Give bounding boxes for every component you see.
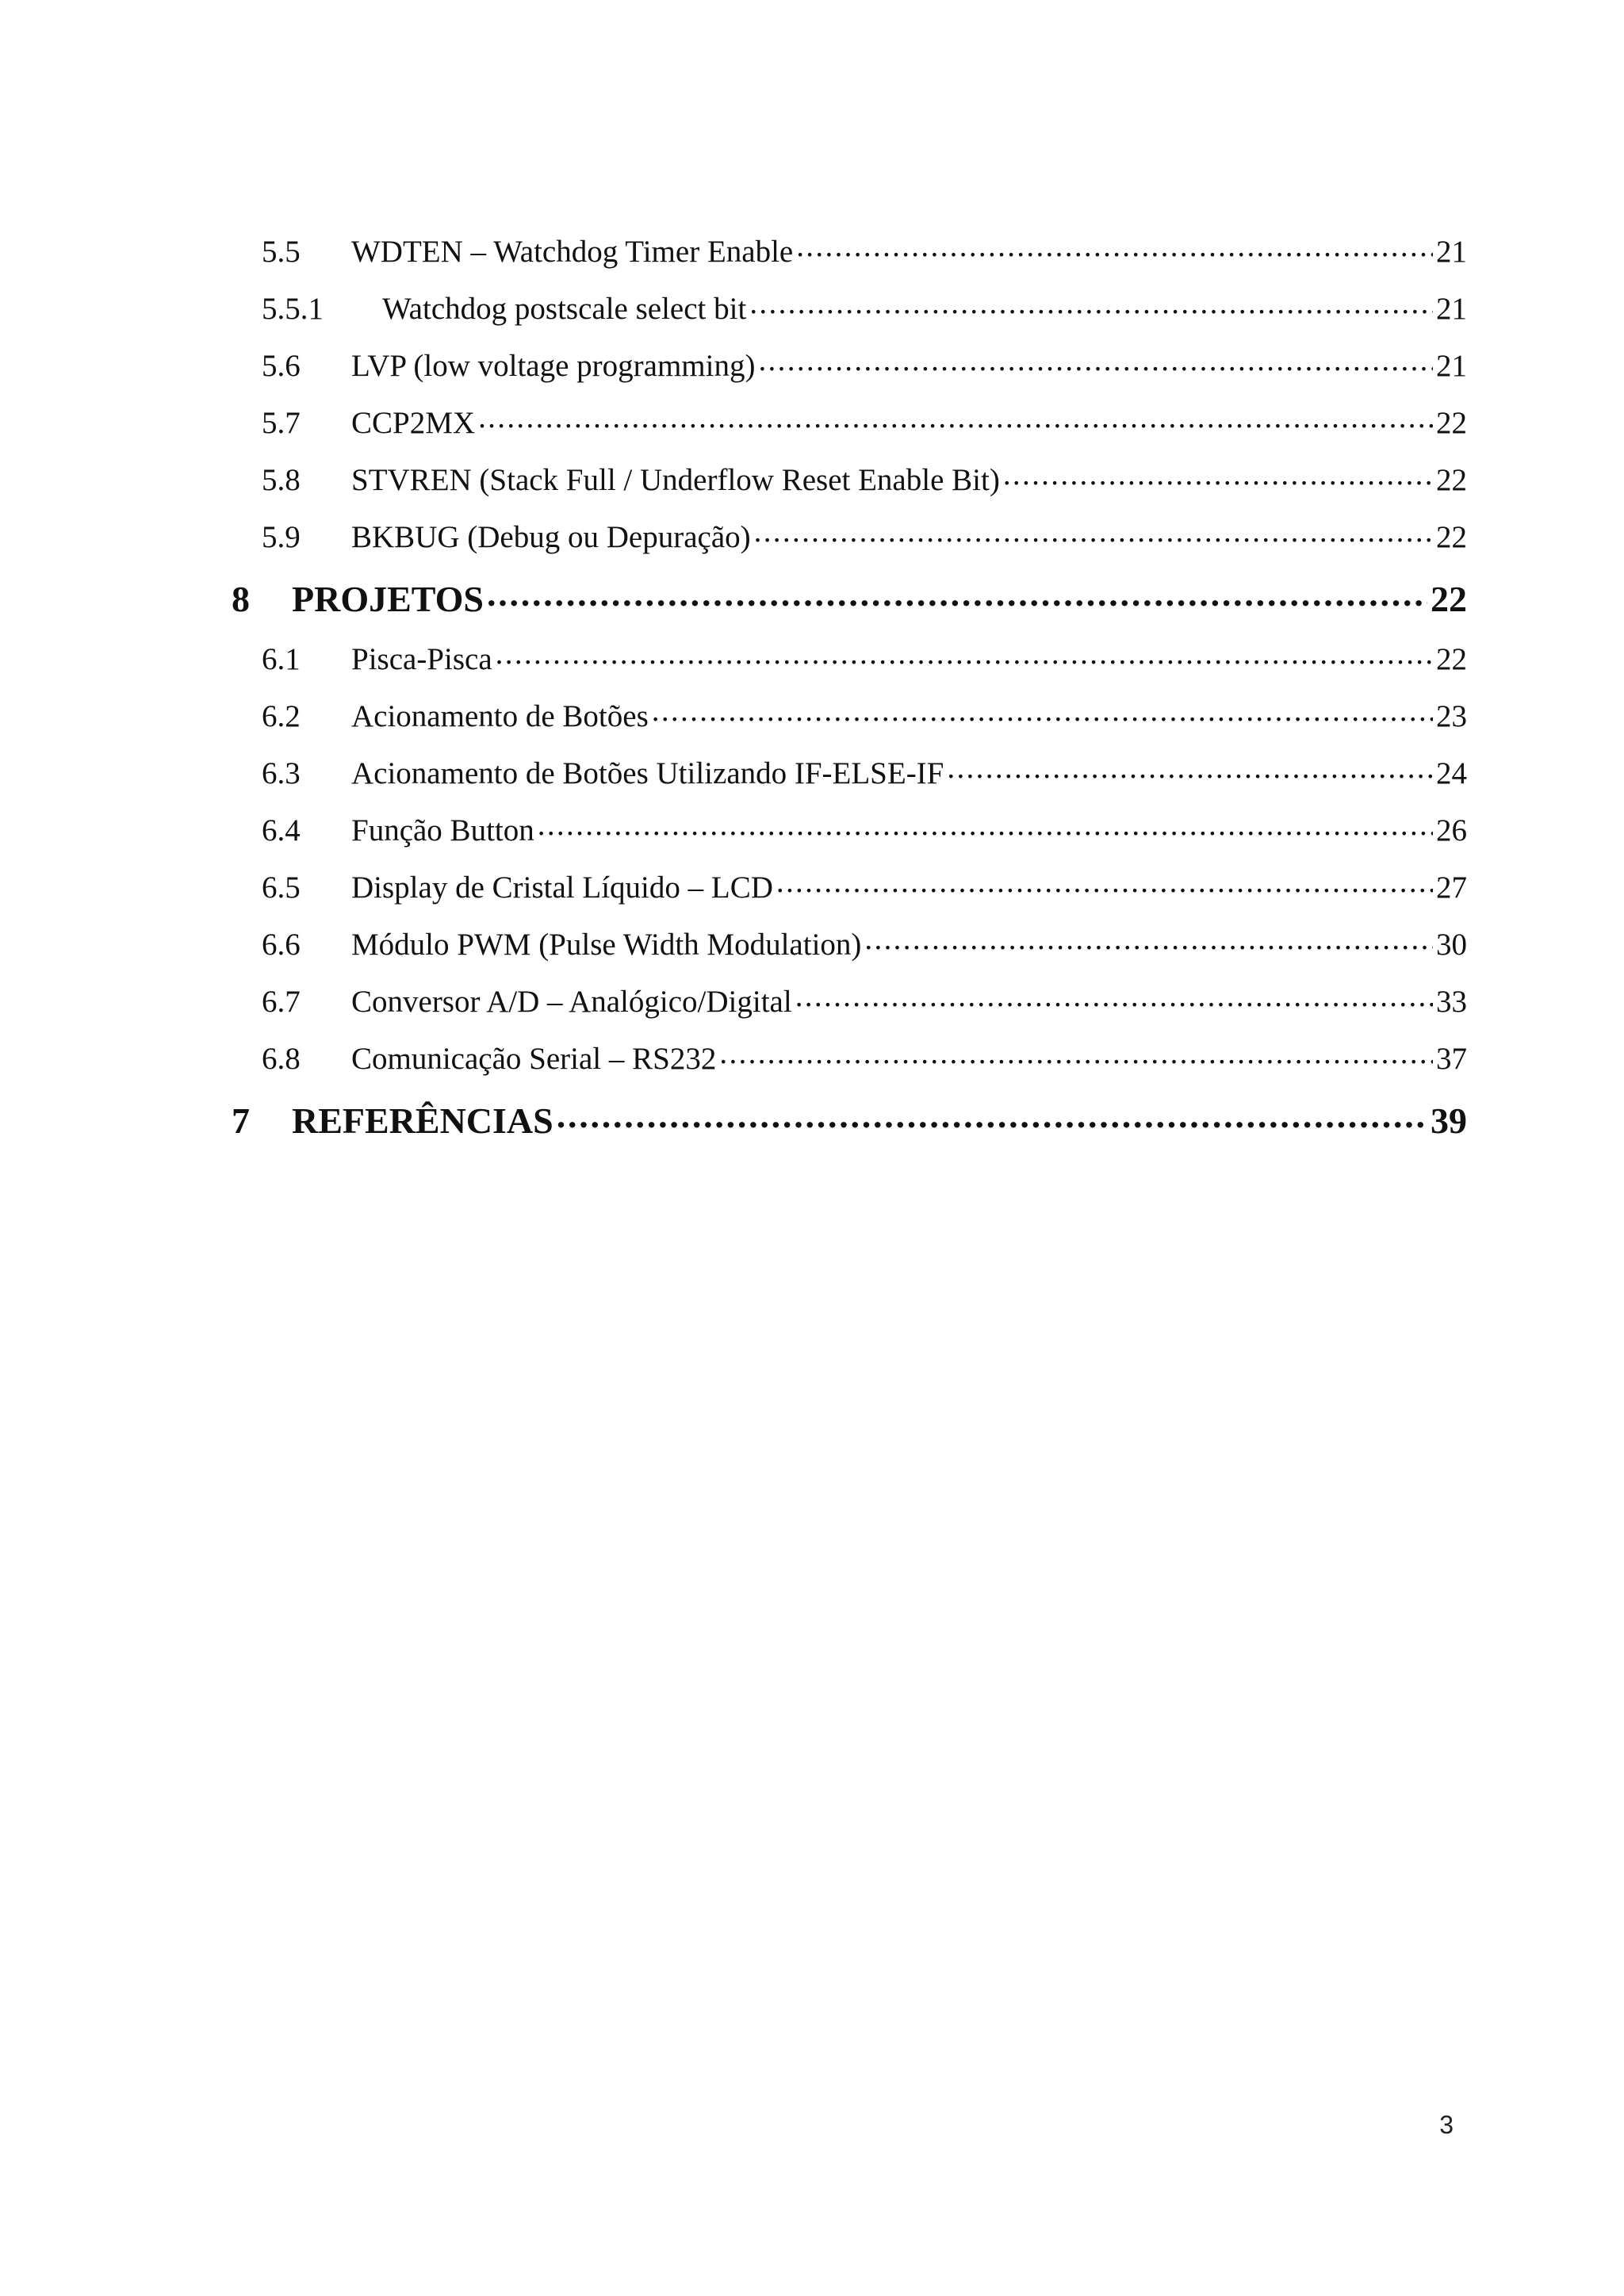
- toc-entry-title: STVREN (Stack Full / Underflow Reset Enable Bit): [351, 463, 1000, 497]
- toc-entry-title: Watchdog postscale select bit: [382, 292, 747, 326]
- toc-entry-title: Módulo PWM (Pulse Width Modulation): [351, 928, 862, 962]
- toc-entry-number: 8: [232, 579, 250, 619]
- toc-entry-number: 6.1: [262, 642, 301, 676]
- toc-entry[interactable]: [262, 752, 1467, 796]
- toc-entry-number: 6.7: [262, 985, 301, 1019]
- dot-leader: [947, 752, 1433, 783]
- toc-entry[interactable]: [262, 809, 1467, 853]
- toc-chapter-entry[interactable]: [232, 1096, 1467, 1146]
- toc-entry-number: 5.5.1: [262, 292, 324, 326]
- dot-leader: [487, 575, 1427, 611]
- dot-leader: [557, 1096, 1427, 1133]
- toc-entry-page: 21: [1436, 349, 1467, 383]
- toc-entry[interactable]: [262, 230, 1467, 274]
- toc-entry-title: Comunicação Serial – RS232: [351, 1042, 717, 1076]
- dot-leader: [758, 345, 1433, 376]
- toc-entry-page: 33: [1436, 985, 1467, 1019]
- toc-entry-page: 24: [1436, 756, 1467, 790]
- toc-entry-number: 5.5: [262, 235, 301, 269]
- toc-entry-number: 6.4: [262, 813, 301, 848]
- toc-entry-title: Display de Cristal Líquido – LCD: [351, 871, 773, 905]
- toc-entry[interactable]: [262, 866, 1467, 910]
- toc-entry[interactable]: [262, 923, 1467, 967]
- dot-leader: [652, 695, 1433, 726]
- toc-chapter-entry[interactable]: [232, 574, 1467, 625]
- toc-entry-number: 6.3: [262, 756, 301, 790]
- toc-entry-title: WDTEN – Watchdog Timer Enable: [351, 235, 794, 269]
- dot-leader: [754, 516, 1433, 547]
- toc-entry[interactable]: [262, 458, 1467, 503]
- dot-leader: [496, 638, 1433, 669]
- toc-entry[interactable]: [262, 401, 1467, 446]
- toc-entry-page: 22: [1436, 642, 1467, 676]
- dot-leader: [749, 288, 1433, 319]
- toc-entry-page: 23: [1436, 699, 1467, 733]
- toc-entry-number: 6.5: [262, 871, 301, 905]
- toc-entry-title: Função Button: [351, 813, 534, 848]
- toc-entry-page: 22: [1436, 406, 1467, 440]
- dot-leader: [864, 924, 1433, 955]
- toc-entry[interactable]: [262, 695, 1467, 739]
- toc-entry[interactable]: [262, 1037, 1467, 1081]
- toc-entry-page: 21: [1436, 292, 1467, 326]
- toc-entry-title: Pisca-Pisca: [351, 642, 492, 676]
- dot-leader: [795, 981, 1433, 1012]
- toc-entry-number: 6.8: [262, 1042, 301, 1076]
- toc-entry-title: LVP (low voltage programming): [351, 349, 756, 383]
- dot-leader: [776, 867, 1433, 897]
- toc-entry-page: 22: [1436, 463, 1467, 497]
- toc-entry-number: 6.6: [262, 928, 301, 962]
- dot-leader: [538, 809, 1433, 840]
- dot-leader: [1003, 459, 1433, 490]
- toc-entry-page: 37: [1436, 1042, 1467, 1076]
- toc-entry-page: 26: [1436, 813, 1467, 848]
- toc-entry[interactable]: [262, 287, 1467, 331]
- toc-entry-title: REFERÊNCIAS: [292, 1100, 553, 1141]
- toc-entry-number: 5.9: [262, 520, 301, 554]
- toc-entry-title: CCP2MX: [351, 406, 476, 440]
- toc-entry[interactable]: [262, 980, 1467, 1024]
- toc-entry-page: 39: [1431, 1100, 1467, 1141]
- toc-entry-number: 5.6: [262, 349, 301, 383]
- toc-entry-title: Acionamento de Botões Utilizando IF-ELSE-IF: [351, 756, 944, 790]
- toc-entry[interactable]: [262, 637, 1467, 682]
- toc-entry[interactable]: [262, 344, 1467, 388]
- toc-entry-number: 7: [232, 1100, 250, 1141]
- toc-entry-number: 5.8: [262, 463, 301, 497]
- toc-entry-title: Conversor A/D – Analógico/Digital: [351, 985, 792, 1019]
- toc-entry-page: 30: [1436, 928, 1467, 962]
- toc-entry-title: PROJETOS: [292, 579, 484, 619]
- toc-entry-page: 22: [1436, 520, 1467, 554]
- toc-entry-number: 5.7: [262, 406, 301, 440]
- dot-leader: [719, 1038, 1433, 1069]
- toc-entry-page: 21: [1436, 235, 1467, 269]
- toc-entry-number: 6.2: [262, 699, 301, 733]
- page-number: 3: [1439, 2110, 1454, 2139]
- toc-entry[interactable]: [262, 515, 1467, 560]
- toc-entry-title: BKBUG (Debug ou Depuração): [351, 520, 751, 554]
- dot-leader: [796, 231, 1433, 262]
- toc-entry-title: Acionamento de Botões: [351, 699, 649, 733]
- toc-entry-page: 27: [1436, 871, 1467, 905]
- dot-leader: [478, 402, 1433, 433]
- toc-entry-page: 22: [1431, 579, 1467, 619]
